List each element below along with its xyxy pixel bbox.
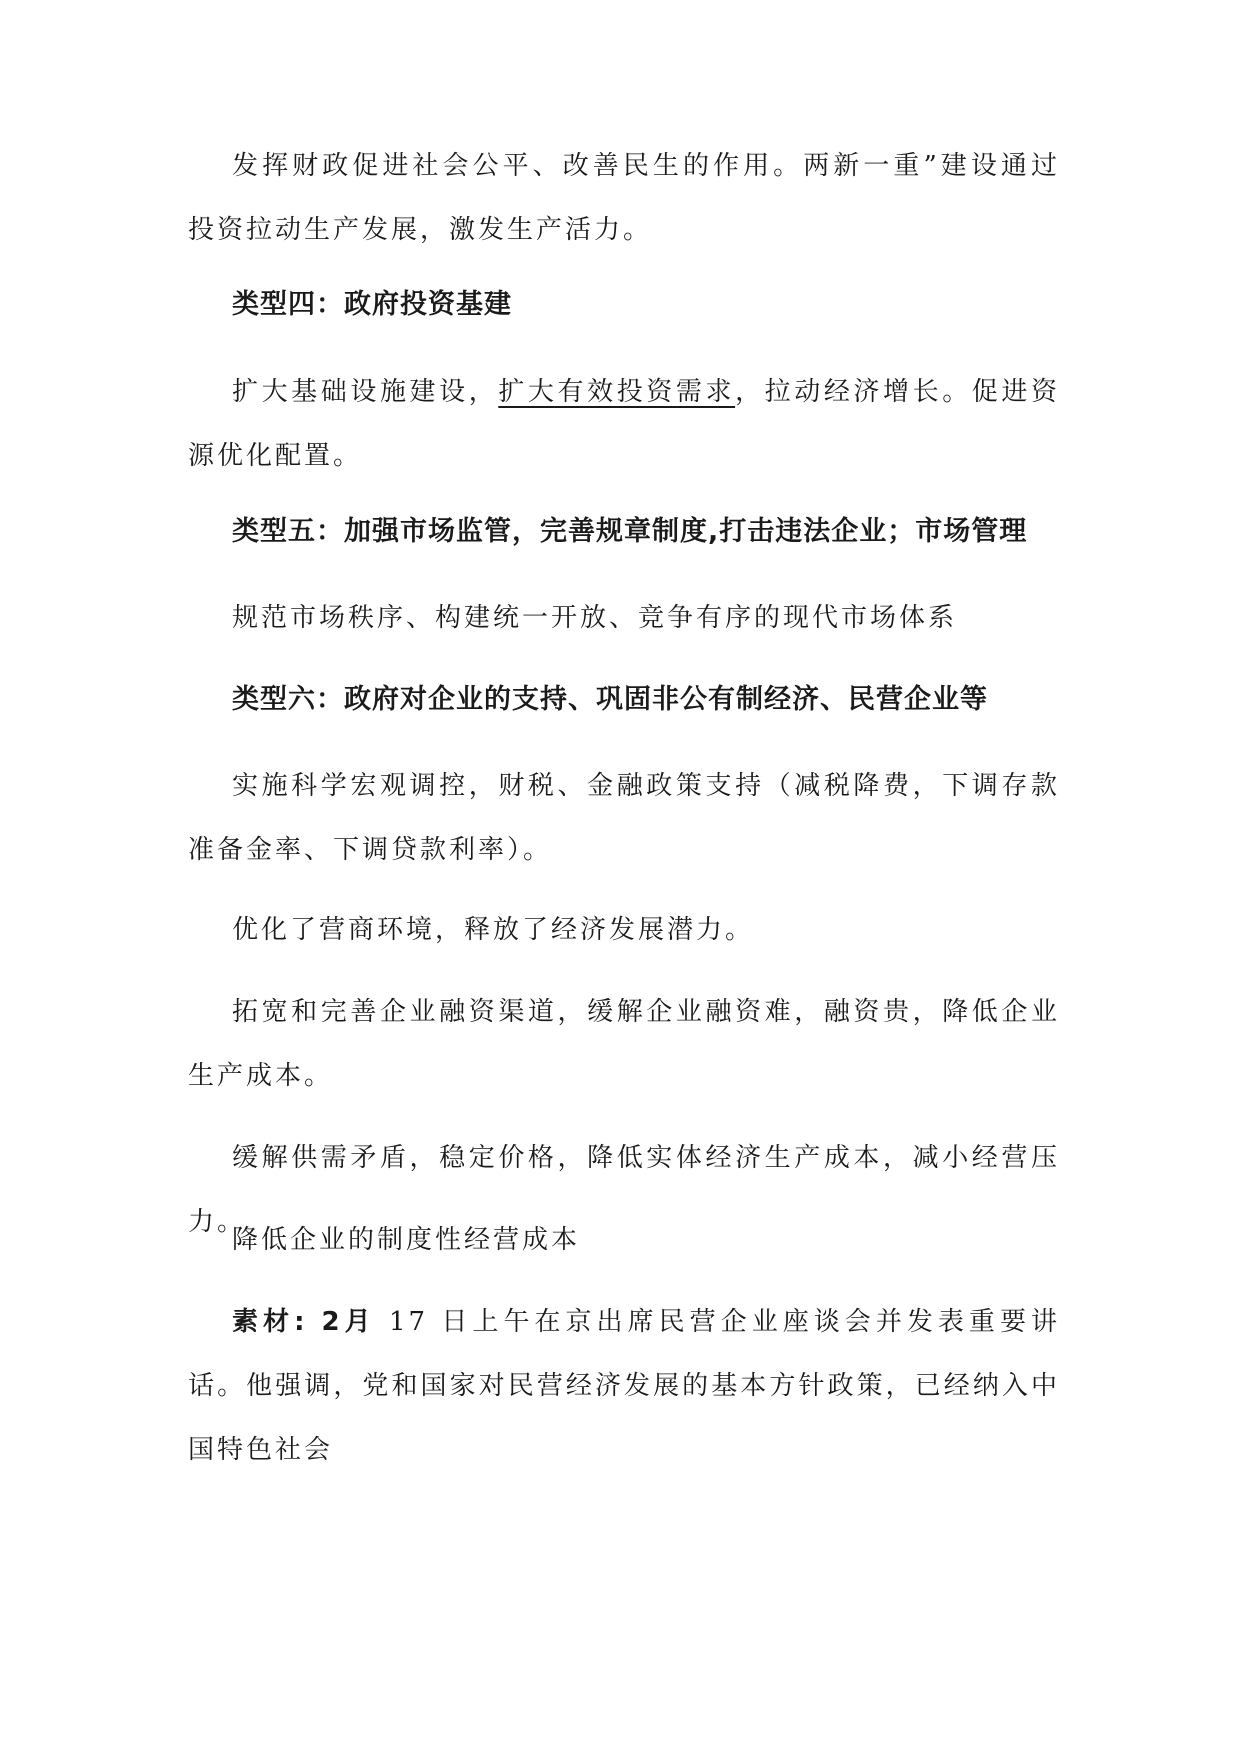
paragraph-infrastructure: 扩大基础设施建设，扩大有效投资需求，拉动经济增长。促进资源优化配置。 (188, 377, 1060, 471)
paragraph-financing: 拓宽和完善企业融资渠道，缓解企业融资难，融资贵，降低企业生产成本。 (188, 997, 1060, 1091)
paragraph-fiscal-role: 发挥财政促进社会公平、改善民生的作用。两新一重”建设通过投资拉动生产发展，激发生产活力。 (188, 151, 1060, 245)
paragraph-market-order: 规范市场秩序、构建统一开放、竞争有序的现代市场体系 (232, 603, 958, 633)
paragraph-supply-demand: 缓解供需矛盾，稳定价格，降低实体经济生产成本，减小经营压力。 (188, 1143, 1060, 1237)
heading-type-four: 类型四：政府投资基建 (232, 289, 512, 320)
paragraph-macro-control: 实施科学宏观调控，财税、金融政策支持（减税降费，下调存款准备金率、下调贷款利率）。 (188, 771, 1060, 865)
heading-type-six: 类型六：政府对企业的支持、巩固非公有制经济、民营企业等 (232, 684, 988, 715)
material-label: 素材: (232, 1307, 308, 1337)
paragraph-business-environment: 优化了营商环境，释放了经济发展潜力。 (232, 915, 755, 945)
underlined-phrase: 扩大有效投资需求 (498, 377, 736, 407)
paragraph-institutional-cost: 降低企业的制度性经营成本 (232, 1225, 581, 1255)
paragraph-material: 素材: 2月 17 日上午在京出席民营企业座谈会并发表重要讲话。他强调，党和国家对民营经济发展的基本方针政策，已经纳入中国特色社会 (188, 1307, 1060, 1465)
material-month: 2月 (307, 1307, 376, 1337)
heading-type-five: 类型五：加强市场监管，完善规章制度,打击违法企业；市场管理 (232, 516, 1028, 547)
